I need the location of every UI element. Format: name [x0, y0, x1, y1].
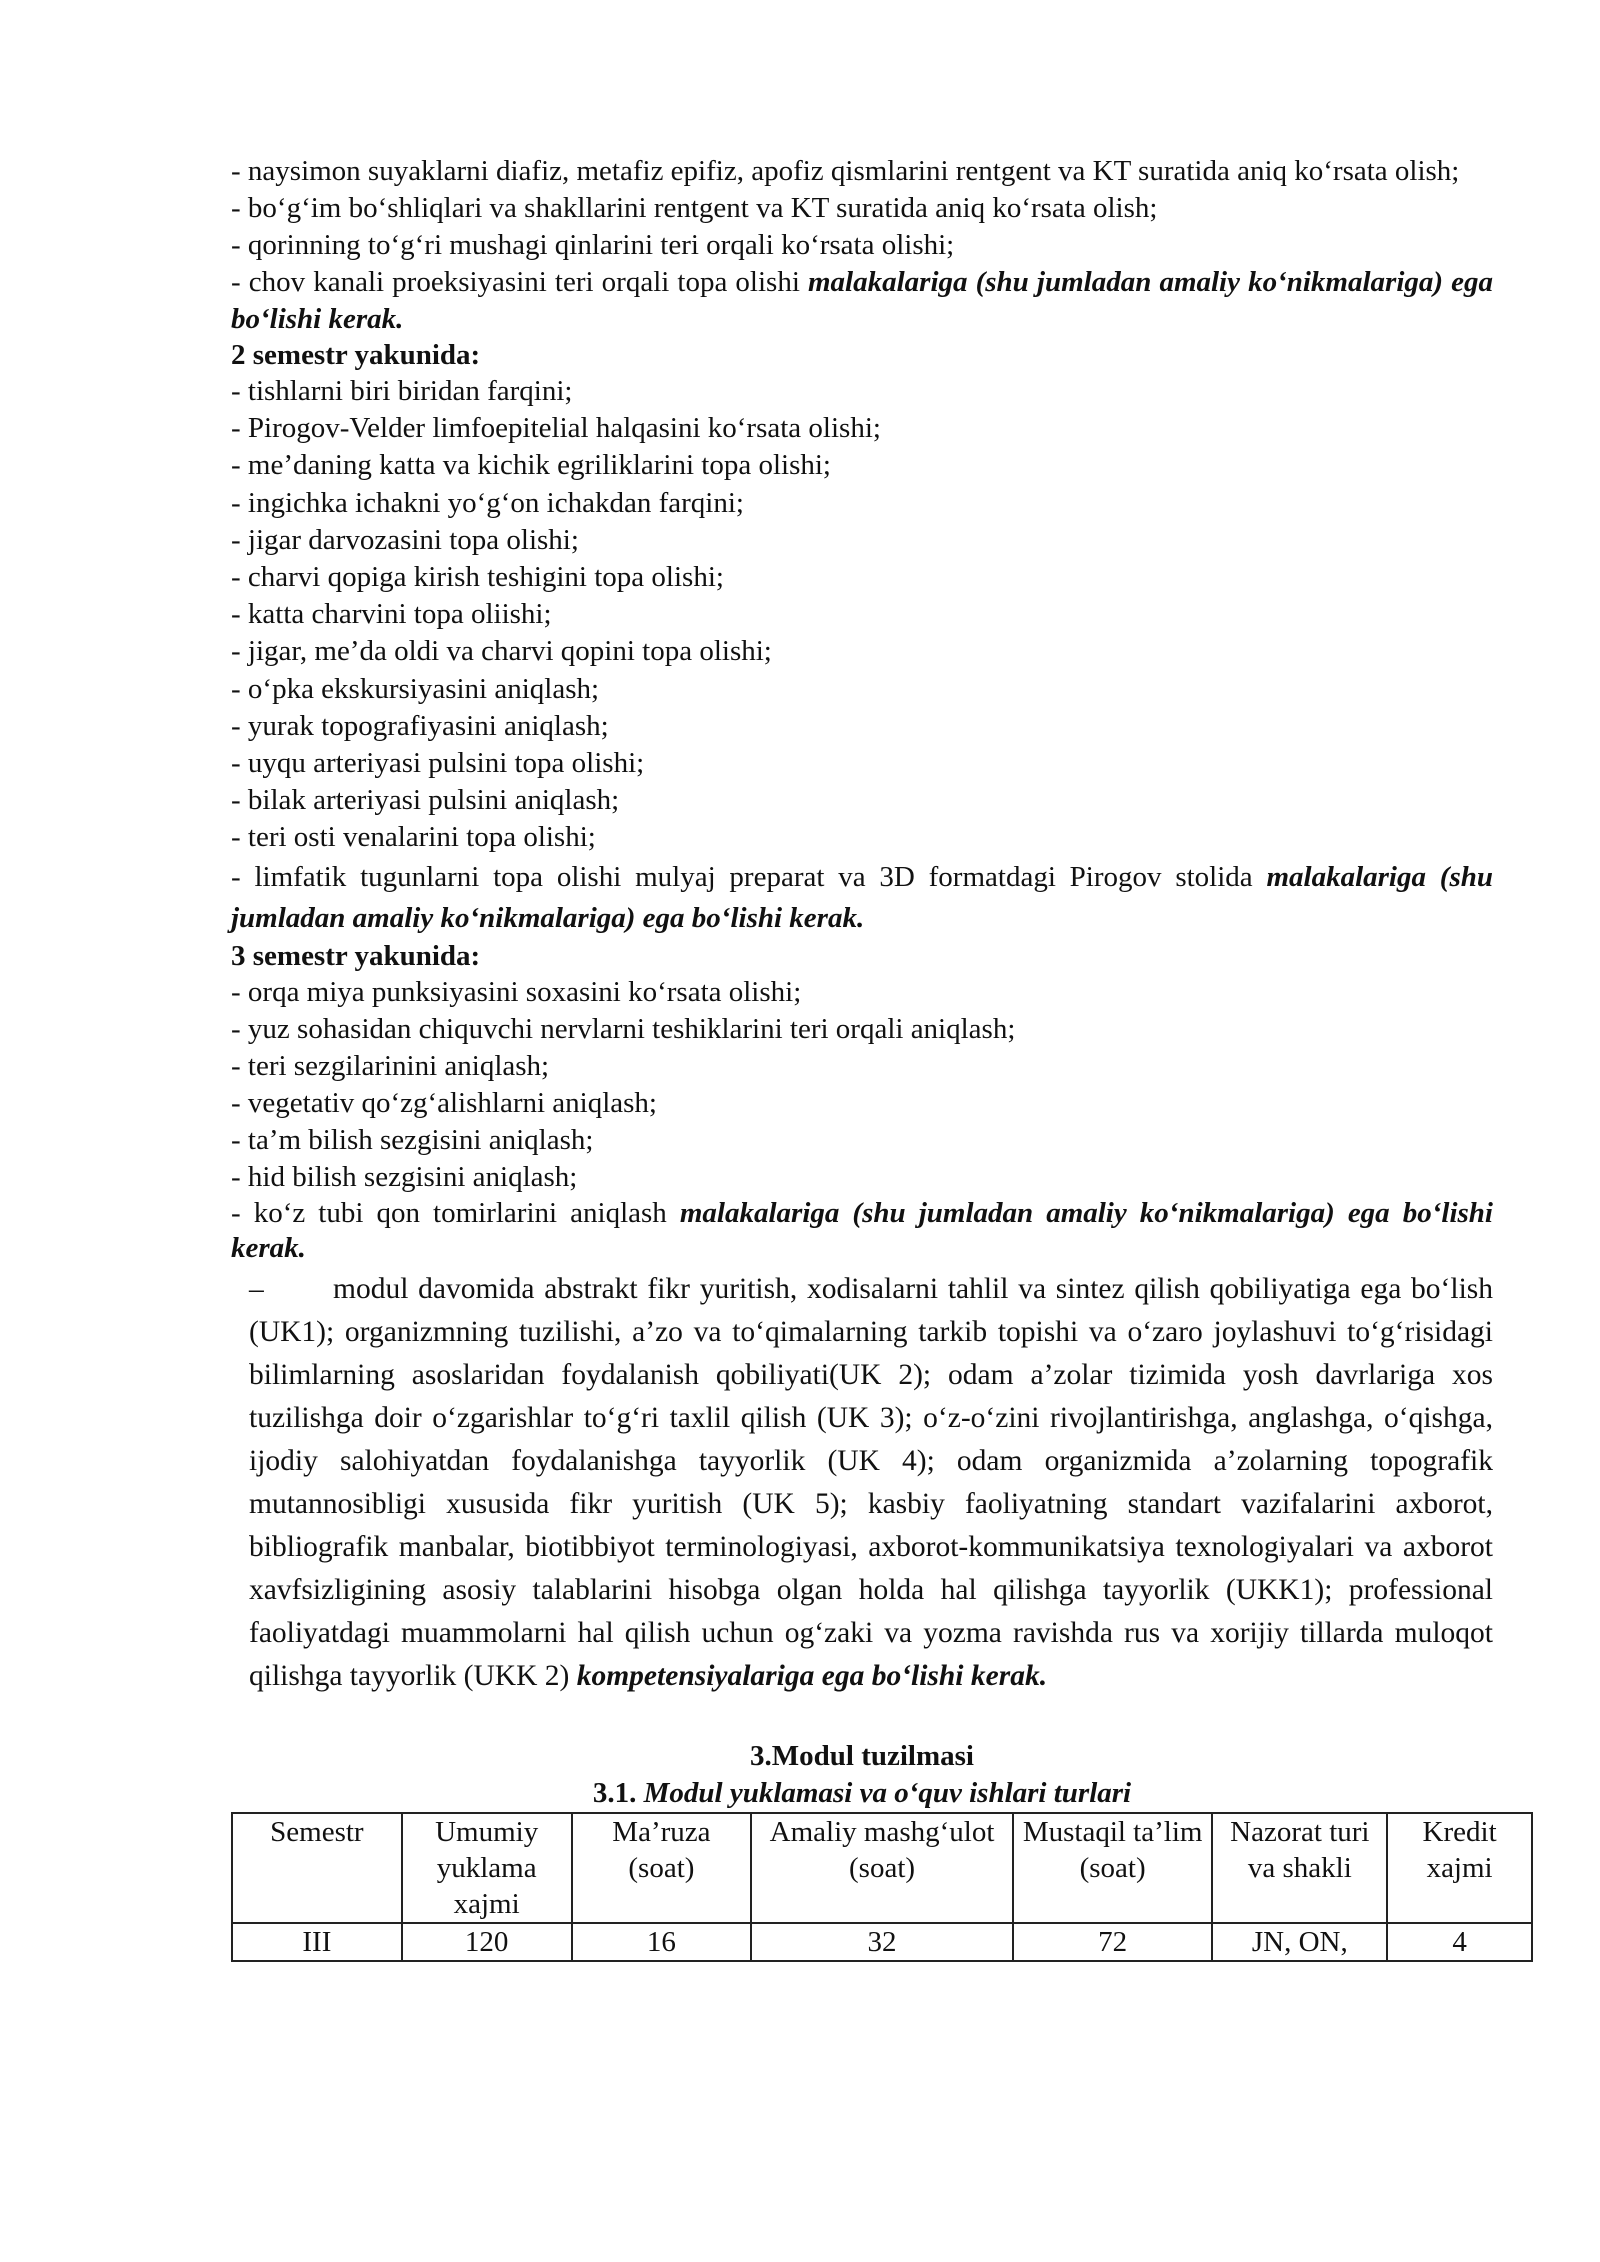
semester-2-final-item: [231, 857, 1493, 939]
table-header-cell: Umumiy yuklama xajmi: [402, 1813, 572, 1923]
skill-item: - qorinning to‘g‘ri mushagi qinlarini teri orqali ko‘rsata olishi;: [231, 229, 955, 261]
table-header-cell: Amaliy mashg‘ulot (soat): [751, 1813, 1013, 1923]
spacer: [231, 1698, 1493, 1738]
table-header-cell: Kredit xajmi: [1387, 1813, 1532, 1923]
document-content: [231, 153, 1497, 1962]
module-load-table: [231, 1812, 1533, 1962]
list-item: - yurak topografiyasini aniqlash;: [231, 709, 609, 742]
list-item: - bilak arteriyasi pulsini aniqlash;: [231, 784, 620, 817]
competence-paragraph: [249, 1268, 1493, 1698]
skill-item: - bo‘g‘im bo‘shliqlari va shakllarini rentgent va KT suratida aniq ko‘rsata olish;: [231, 192, 1158, 224]
table-cell: 4: [1387, 1923, 1532, 1961]
table-header-cell: Nazorat turi va shakli: [1212, 1813, 1387, 1923]
list-item: - charvi qopiga kirish teshigini topa olishi;: [231, 561, 724, 594]
table-cell: 72: [1013, 1923, 1213, 1961]
skill-conclusion: malakalariga (shu jumladan amaliy ko‘nikmalariga) ega bo‘lishi kerak.: [231, 266, 1494, 335]
table-header-row: [232, 1813, 1532, 1923]
subsection-text: Modul yuklamasi va o‘quv ishlari turlari: [643, 1776, 1132, 1809]
table-cell: JN, ON,: [1212, 1923, 1387, 1961]
list-item: - ta’m bilish sezgisini aniqlash;: [231, 1123, 594, 1156]
list-item-conclusion: malakalariga (shu jumladan amaliy ko‘nikmalariga) ega bo‘lishi kerak.: [231, 860, 1493, 934]
list-item: - Pirogov-Velder limfoepitelial halqasini ko‘rsata olishi;: [231, 412, 881, 445]
skill-item: - naysimon suyaklarni diafiz, metafiz epifiz, apofiz qismlarini rentgent va KT suratida aniq ko‘rsata olish;: [231, 155, 1460, 187]
table-cell: 32: [751, 1923, 1013, 1961]
table-header-cell: Semestr: [232, 1813, 402, 1923]
list-item: - o‘pka ekskursiyasini aniqlash;: [231, 672, 600, 705]
list-item: - katta charvini topa oliishi;: [231, 598, 552, 631]
subsection-title: [231, 1775, 1493, 1812]
list-item: - jigar darvozasini topa olishi;: [231, 523, 579, 556]
dash-bullet: –: [249, 1272, 264, 1305]
list-item: - hid bilish sezgisini aniqlash;: [231, 1160, 578, 1193]
list-item: - teri osti venalarini topa olishi;: [231, 821, 596, 854]
skill-text: - chov kanali proeksiyasini teri orqali topa olishi: [231, 266, 808, 298]
table-cell: 120: [402, 1923, 572, 1961]
list-item: - tishlarni biri biridan farqini;: [231, 375, 573, 407]
list-item: - me’daning katta va kichik egriliklarini topa olishi;: [231, 449, 831, 482]
list-item: - yuz sohasidan chiquvchi nervlarni teshiklarini teri orqali aniqlash;: [231, 1012, 1016, 1045]
table-cell: 16: [572, 1923, 752, 1961]
subsection-number: 3.1.: [592, 1776, 644, 1809]
table-cell: III: [232, 1923, 402, 1961]
table-row: [232, 1923, 1532, 1961]
semester-2-heading: 2 semestr yakunida:: [231, 339, 481, 371]
skill-item-final: [231, 264, 1493, 338]
semester-2-list: [231, 373, 1493, 857]
list-item: - teri sezgilarinini aniqlash;: [231, 1049, 550, 1082]
list-item: - vegetativ qo‘zg‘alishlarni aniqlash;: [231, 1086, 657, 1119]
semester-3-final-item: [231, 1196, 1493, 1266]
list-item: - jigar, me’da oldi va charvi qopini topa olishi;: [231, 635, 772, 668]
table-header-cell: Ma’ruza (soat): [572, 1813, 752, 1923]
section-title: 3.Modul tuzilmasi: [750, 1739, 974, 1772]
list-item: - orqa miya punksiyasini soxasini ko‘rsata olishi;: [231, 975, 802, 1008]
list-item-text: - limfatik tugunlarni topa olishi mulyaj preparat va 3D formatdagi Pirogov stolida: [231, 860, 1267, 893]
table-header-cell: Mustaqil ta’lim (soat): [1013, 1813, 1213, 1923]
list-item: - uyqu arteriyasi pulsini topa olishi;: [231, 747, 645, 780]
list-item-text: - ko‘z tubi qon tomirlarini aniqlash: [231, 1196, 680, 1229]
competence-conclusion: kompetensiyalariga ega bo‘lishi kerak.: [576, 1659, 1048, 1692]
competence-text: modul davomida abstrakt fikr yuritish, xodisalarni tahlil va sintez qilish qobiliyatiga ega bo‘lish (UK1); organizmning tuzilishi, a’zo va to‘qimalarning tarkib topishi va o‘zaro joylashuvi to‘g‘risidagi bilimlarning asoslaridan foydalanish qobiliyati(UK 2); odam a’zolar tizimida yosh davrlariga xos tuzilishga doir o‘zgarishlar to‘g‘ri taxlil qilish (UK 3); o‘z-o‘zini rivojlantirishga, anglashga, o‘qishga, ijodiy salohiyatdan foydalanishga tayyorlik (UK 4); odam organizmida a’zolarning topografik mutannosibligi xususida fikr yuritish (UK 5); kasbiy faoliyatning standart vazifalarini axborot, bibliografik manbalar, biotibbiyot terminologiyasi, axborot-kommunikatsiya texnologiyalari va axborot xavfsizligining asosiy talablarini hisobga olgan holda hal qilishga tayyorlik (UKK1); professional faoliyatdagi muammolarni hal qilish uchun og‘zaki va yozma ravishda rus va xorijiy tillarda muloqot qilishga tayyorlik (UKK 2): [249, 1272, 1493, 1692]
semester-3-heading: 3 semestr yakunida:: [231, 939, 481, 972]
list-item-conclusion: malakalariga (shu jumladan amaliy ko‘nikmalariga) ega bo‘lishi kerak.: [231, 1196, 1493, 1264]
list-item: - ingichka ichakni yo‘g‘on ichakdan farqini;: [231, 486, 744, 519]
semester-3-list: [231, 974, 1493, 1196]
